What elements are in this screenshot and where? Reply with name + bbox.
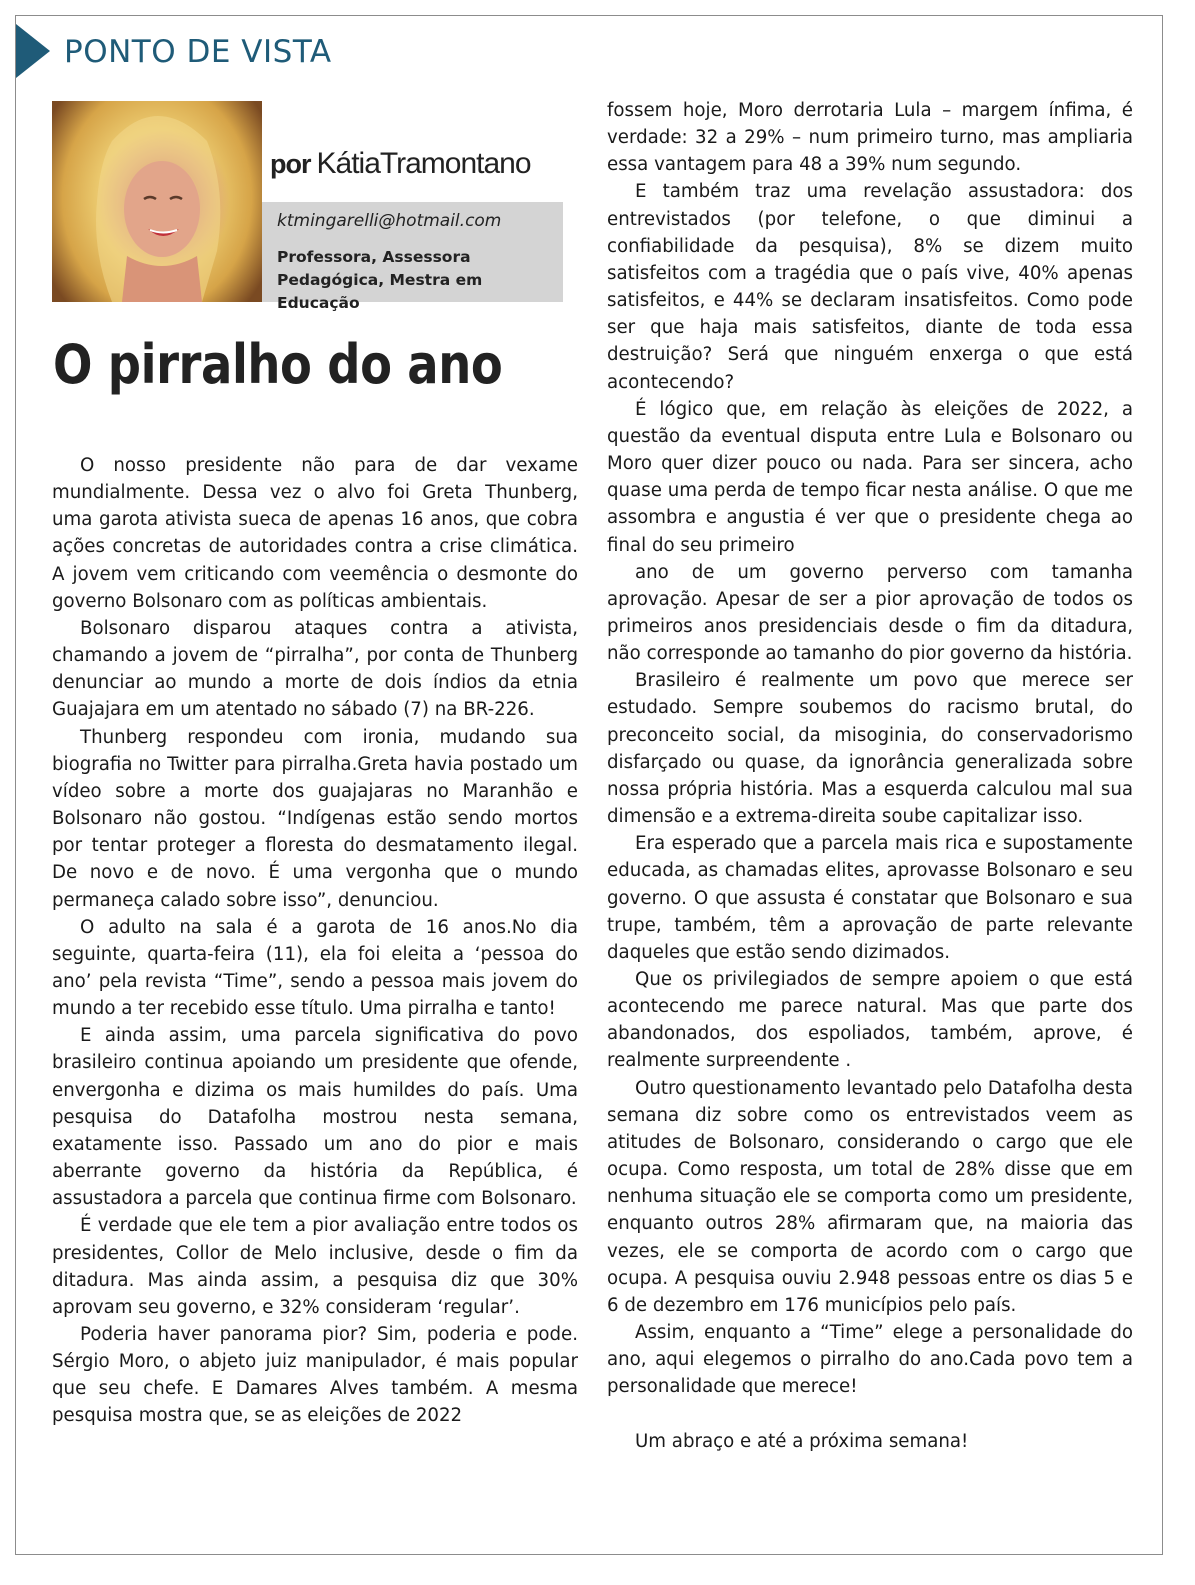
author-byline [270,147,531,181]
article-paragraph: O nosso presidente não para de dar vexame mundialmente. Dessa vez o alvo foi Greta Thunberg, uma garota ativista sueca de apenas 16 anos, que cobra ações concretas de autoridades contra a crise climática. A jovem vem criticando com veemência o desmonte do governo Bolsonaro com as políticas ambientais. [52,455,578,612]
article-paragraph: Era esperado que a parcela mais rica e supostamente educada, as chamadas elites, aprovasse Bolsonaro e seu governo. O que assusta é constatar que Bolsonaro e sua trupe, também, têm a aprovação de parte relevante daqueles que estão sendo dizimados. [607,833,1133,963]
article-title: O pirralho do ano [53,333,503,396]
byline-prefix: por [270,149,311,179]
article-paragraph: Bolsonaro disparou ataques contra a ativista, chamando a jovem de “pirralha”, por conta de Thunberg denunciar ao mundo a morte de dois índios da etnia Guajajara em um atentado no sábado (7) na BR-226. [52,617,578,721]
article-paragraph: Brasileiro é realmente um povo que merece ser estudado. Sempre soubemos do racismo brutal, do preconceito social, da misoginia, do conservadorismo disfarçado ou quase, da ignorância generalizada sobre nossa própria história. Mas a esquerda calculou mal sua dimensão e a extrema-direita soube capitalizar isso. [607,670,1133,828]
paragraph-spacer [607,1401,1133,1428]
section-title: PONTO DE VISTA [64,34,332,70]
author-name: KátiaTramontano [316,147,531,180]
article-paragraph: Poderia haver panorama pior? Sim, poderia e pode. Sérgio Moro, o abjeto juiz manipulador, é mais popular que seu chefe. E Damares Alves também. A mesma pesquisa mostra que, se as eleições de 2022 [52,1324,578,1427]
article-paragraph: É verdade que ele tem a pior avaliação entre todos os presidentes, Collor de Melo inclusive, desde o fim da ditadura. Mas ainda assim, a pesquisa diz que 30% aprovam seu governo, e 32% consideram ‘regular’. [52,1215,578,1318]
article-closing: Um abraço e até a próxima semana! [635,1430,969,1452]
author-email[interactable]: ktmingarelli@hotmail.com [277,211,502,231]
article-paragraph: É lógico que, em relação às eleições de 2022, a questão da eventual disputa entre Lula e Bolsonaro ou Moro quer dizer pouco ou nada. Para ser sincera, acho quase uma perda de tempo ficar nesta análise. O que me assombra e angustia é ver que o presidente chega ao final do seu primeiro [607,398,1133,556]
article-paragraph: fossem hoje, Moro derrotaria Lula – margem ínfima, é verdade: 32 a 29% – num primeiro turno, mas ampliaria essa vantagem para 48 a 39% num segundo. [607,100,1133,176]
section-arrow-icon [16,24,50,78]
article-paragraph: ano de um governo perverso com tamanha aprovação. Apesar de ser a pior aprovação de todos os primeiros anos presidenciais desde o fim da ditadura, não corresponde ao tamanho do pior governo da história. [607,561,1133,665]
article-paragraph: Assim, enquanto a “Time” elege a personalidade do ano, aqui elegemos o pirralho do ano.Cada povo tem a personalidade que merece! [607,1322,1133,1398]
article-paragraph: O adulto na sala é a garota de 16 anos.No dia seguinte, quarta-feira (11), ela foi eleita a ‘pessoa do ano’ pela revista “Time”, sendo a pessoa mais jovem do mundo a ter recebido esse título. Uma pirralha e tanto! [52,916,578,1020]
article-column-right [607,97,1133,1455]
article-paragraph: E também traz uma revelação assustadora: dos entrevistados (por telefone, o que diminui a confiabilidade da pesquisa), 8% se dizem muito satisfeitos com a tragédia que o país vive, 40% apenas satisfeitos, e 44% se declaram insatisfeitos. Como pode ser que haja mais satisfeitos, diante de toda essa destruição? Será que ninguém enxerga o que está acontecendo? [607,181,1133,393]
article-paragraph: Thunberg respondeu com ironia, mudando sua biografia no Twitter para pirralha.Greta havia postado um vídeo sobre a morte dos guajajaras no Maranhão e Bolsonaro não gostou. “Indígenas estão sendo mortos por tentar proteger a floresta do desmatamento ilegal. De novo e de novo. É uma vergonha que o mundo permaneça calado sobre isso”, denunciou. [52,726,578,911]
article-paragraph: Outro questionamento levantado pelo Datafolha desta semana diz sobre como os entrevistados veem as atitudes de Bolsonaro, considerando o cargo que ele ocupa. Como resposta, um total de 28% disse que em nenhuma situação ele se comporta como um presidente, enquanto outros 28% afirmaram que, na maioria das vezes, ele se comporta de acordo com o cargo que ocupa. A pesquisa ouviu 2.948 pessoas entre os dias 5 e 6 de dezembro em 176 municípios pelo país. [607,1077,1133,1316]
article-paragraph: Que os privilegiados de sempre apoiem o que está acontecendo me parece natural. Mas que parte dos abandonados, dos espoliados, também, aprove, é realmente surpreendente . [607,969,1133,1072]
author-credentials: Professora, Assessora Pedagógica, Mestra em Educação [277,248,483,312]
article-column-left [52,452,578,1430]
author-portrait-icon [52,101,262,302]
article-paragraph: E ainda assim, uma parcela significativa do povo brasileiro continua apoiando um presidente que ofende, envergonha e dizima os mais humildes do país. Uma pesquisa do Datafolha mostrou nesta semana, exatamente isso. Passado um ano do pior e mais aberrante governo da história da República, é assustadora a parcela que continua firme com Bolsonaro. [52,1025,578,1210]
author-photo [52,101,262,302]
